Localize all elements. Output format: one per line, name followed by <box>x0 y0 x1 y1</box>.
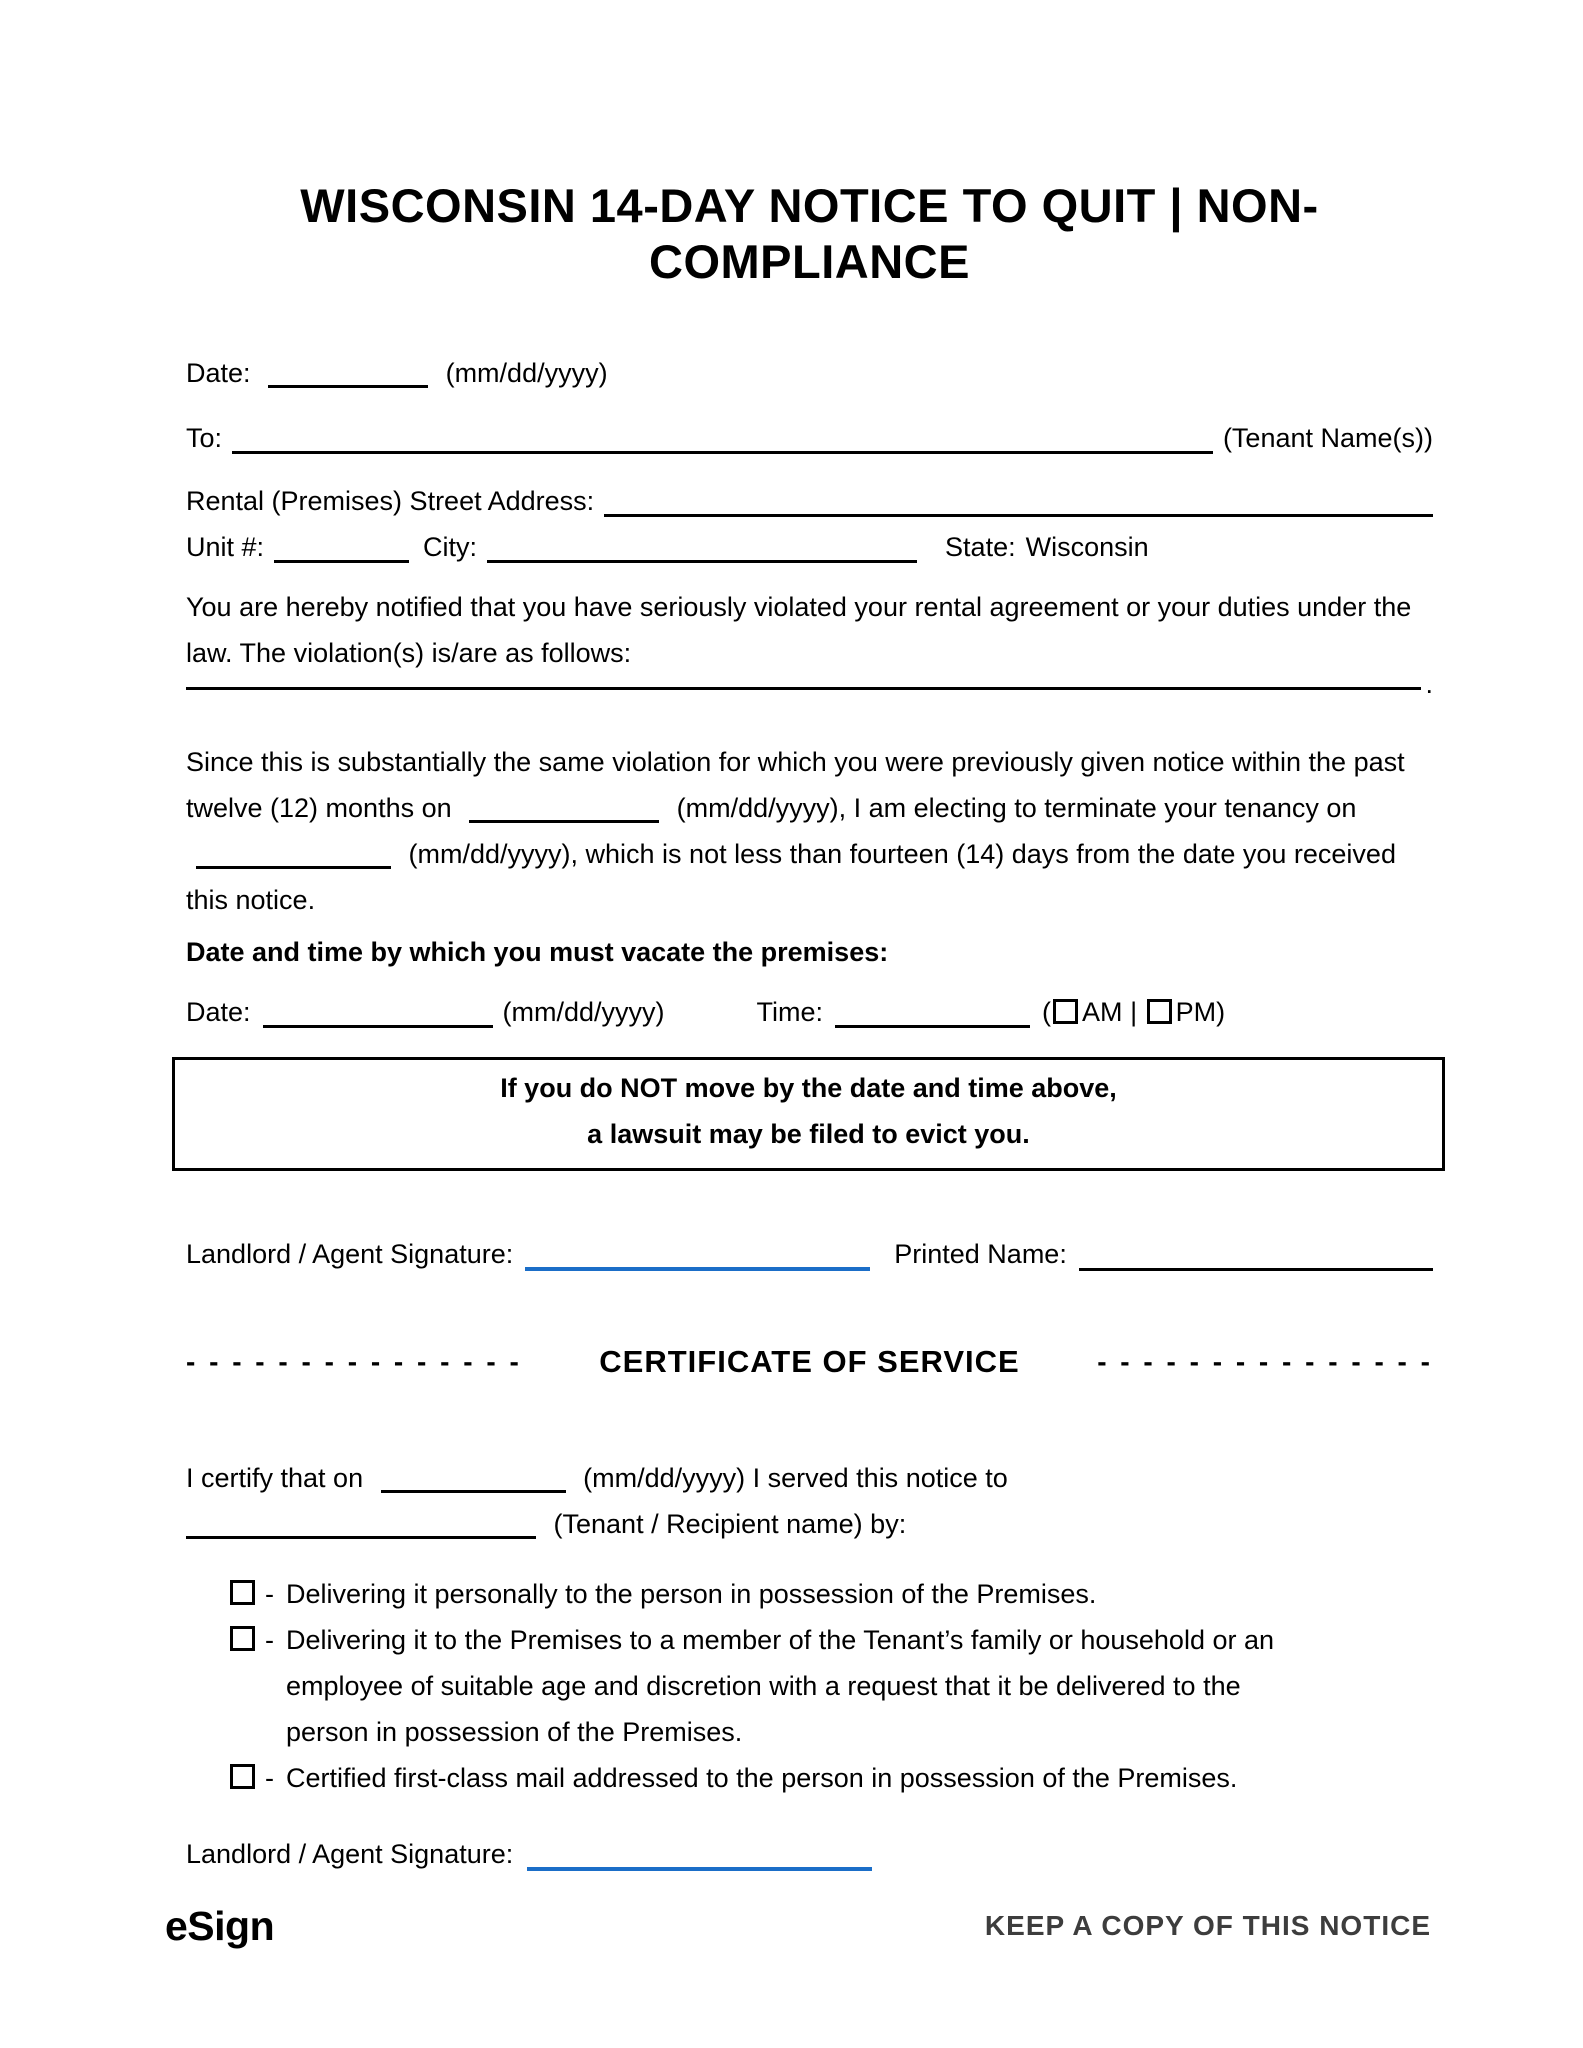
city-field[interactable] <box>487 560 917 563</box>
vacate-date-field[interactable] <box>263 1025 493 1028</box>
dashes-right: - - - - - - - - - - - - - - - <box>1097 1346 1433 1377</box>
warning-line-2: a lawsuit may be filed to evict you. <box>587 1119 1030 1149</box>
street-address-line <box>186 478 1433 524</box>
unit-label: Unit #: <box>186 532 265 562</box>
certify-line-2 <box>186 1501 1433 1547</box>
landlord-signature-row <box>186 1231 1433 1277</box>
keep-copy-note: KEEP A COPY OF THIS NOTICE <box>984 1910 1431 1941</box>
certificate-signature-row <box>186 1831 1433 1877</box>
service-methods-list <box>186 1571 1433 1801</box>
certify-line-1 <box>186 1455 1433 1501</box>
date-format-hint: (mm/dd/yyyy) <box>445 358 608 388</box>
termination-date-field[interactable] <box>196 866 391 869</box>
bullet-dash: - <box>265 1579 274 1609</box>
line-terminator: . <box>1425 669 1433 699</box>
termination-text-3: (mm/dd/yyyy), which is not less than fourteen (14) days from the date you received this notice. <box>186 839 1396 915</box>
tenant-names-field[interactable] <box>232 451 1213 454</box>
warning-box <box>172 1057 1445 1171</box>
service-method-row-3 <box>230 1755 1433 1801</box>
service-method-label: Certified first-class mail addressed to the person in possession of the Premises. <box>286 1763 1238 1793</box>
certify-text-2: (mm/dd/yyyy) I served this notice to <box>583 1463 1008 1493</box>
vacate-time-field[interactable] <box>835 1025 1030 1028</box>
page-title: WISCONSIN 14-DAY NOTICE TO QUIT | NON-COMPLIANCE <box>300 179 1319 288</box>
pm-label: PM <box>1175 997 1217 1027</box>
esign-logo: eSign <box>165 1903 275 1949</box>
certificate-of-service-heading <box>186 1339 1433 1385</box>
bullet-dash: - <box>265 1625 274 1655</box>
unit-city-state-line <box>186 524 1433 570</box>
printed-name-label: Printed Name: <box>894 1239 1067 1269</box>
to-label: To: <box>186 423 223 453</box>
am-checkbox[interactable] <box>1053 999 1078 1024</box>
dashes-left: - - - - - - - - - - - - - - - <box>186 1346 522 1377</box>
termination-text-2: (mm/dd/yyyy), I am electing to terminate your tenancy on <box>676 793 1357 823</box>
vacate-date-format-hint: (mm/dd/yyyy) <box>502 997 665 1027</box>
paren-close: ) <box>1216 997 1226 1027</box>
termination-text-1: Since this is substantially the same violation for which you were previously given notice within the past twelve (12) months on <box>186 747 1405 823</box>
address-block <box>186 478 1433 570</box>
recipient-name-field[interactable] <box>186 1536 536 1539</box>
service-method-label: Delivering it personally to the person in possession of the Premises. <box>286 1579 1097 1609</box>
tenant-names-hint: (Tenant Name(s)) <box>1222 423 1433 453</box>
vacate-time-label: Time: <box>756 997 824 1027</box>
bullet-dash: - <box>265 1763 274 1793</box>
paren-open: ( <box>1042 997 1052 1027</box>
service-method-label: Delivering it to the Premises to a member of the Tenant’s family or household or an employee of suitable age and discretion with a request that it be delivered to the person in possession of the Premises. <box>286 1625 1275 1747</box>
state-label: State: <box>945 532 1016 562</box>
page-footer <box>165 1902 1431 1950</box>
household-delivery-checkbox[interactable] <box>230 1626 255 1651</box>
recipient-hint: (Tenant / Recipient name) by: <box>553 1509 907 1539</box>
service-method-row-2 <box>230 1617 1433 1755</box>
ampm-group <box>1042 989 1225 1035</box>
landlord-signature-field[interactable] <box>525 1267 870 1271</box>
street-address-label: Rental (Premises) Street Address: <box>186 486 595 516</box>
certificate-signature-field[interactable] <box>527 1867 872 1871</box>
pm-checkbox[interactable] <box>1147 999 1172 1024</box>
notice-date-field[interactable] <box>268 385 428 388</box>
previous-notice-date-field[interactable] <box>469 820 659 823</box>
ampm-pipe: | <box>1130 997 1138 1027</box>
city-label: City: <box>423 532 478 562</box>
vacate-heading: Date and time by which you must vacate the premises: <box>186 937 889 967</box>
personal-delivery-checkbox[interactable] <box>230 1580 255 1605</box>
violation-blank-line <box>186 669 1433 699</box>
certify-block <box>186 1455 1433 1547</box>
violation-description-field[interactable] <box>186 687 1421 690</box>
date-label: Date: <box>186 358 251 388</box>
vacate-date-time-row <box>186 989 1433 1035</box>
certified-mail-checkbox[interactable] <box>230 1764 255 1789</box>
state-value: Wisconsin <box>1025 532 1149 562</box>
certificate-signature-label: Landlord / Agent Signature: <box>186 1839 514 1869</box>
vacate-date-label: Date: <box>186 997 251 1027</box>
landlord-signature-label: Landlord / Agent Signature: <box>186 1239 514 1269</box>
termination-paragraph <box>186 739 1418 923</box>
street-address-field[interactable] <box>604 514 1433 517</box>
violation-paragraph: You are hereby notified that you have seriously violated your rental agreement or your duties under the law. The violation(s) is/are as follows: <box>186 592 1412 668</box>
to-line <box>186 415 1433 461</box>
printed-name-field[interactable] <box>1079 1268 1433 1271</box>
warning-line-1: If you do NOT move by the date and time above, <box>500 1073 1117 1103</box>
notice-date-line <box>186 350 1433 396</box>
certificate-title: CERTIFICATE OF SERVICE <box>599 1344 1020 1379</box>
unit-number-field[interactable] <box>274 560 409 563</box>
service-date-field[interactable] <box>381 1490 566 1493</box>
certify-text-1: I certify that on <box>186 1463 364 1493</box>
vacate-time-group <box>757 989 1226 1035</box>
am-label: AM <box>1082 997 1123 1027</box>
service-method-row-1 <box>230 1571 1433 1617</box>
